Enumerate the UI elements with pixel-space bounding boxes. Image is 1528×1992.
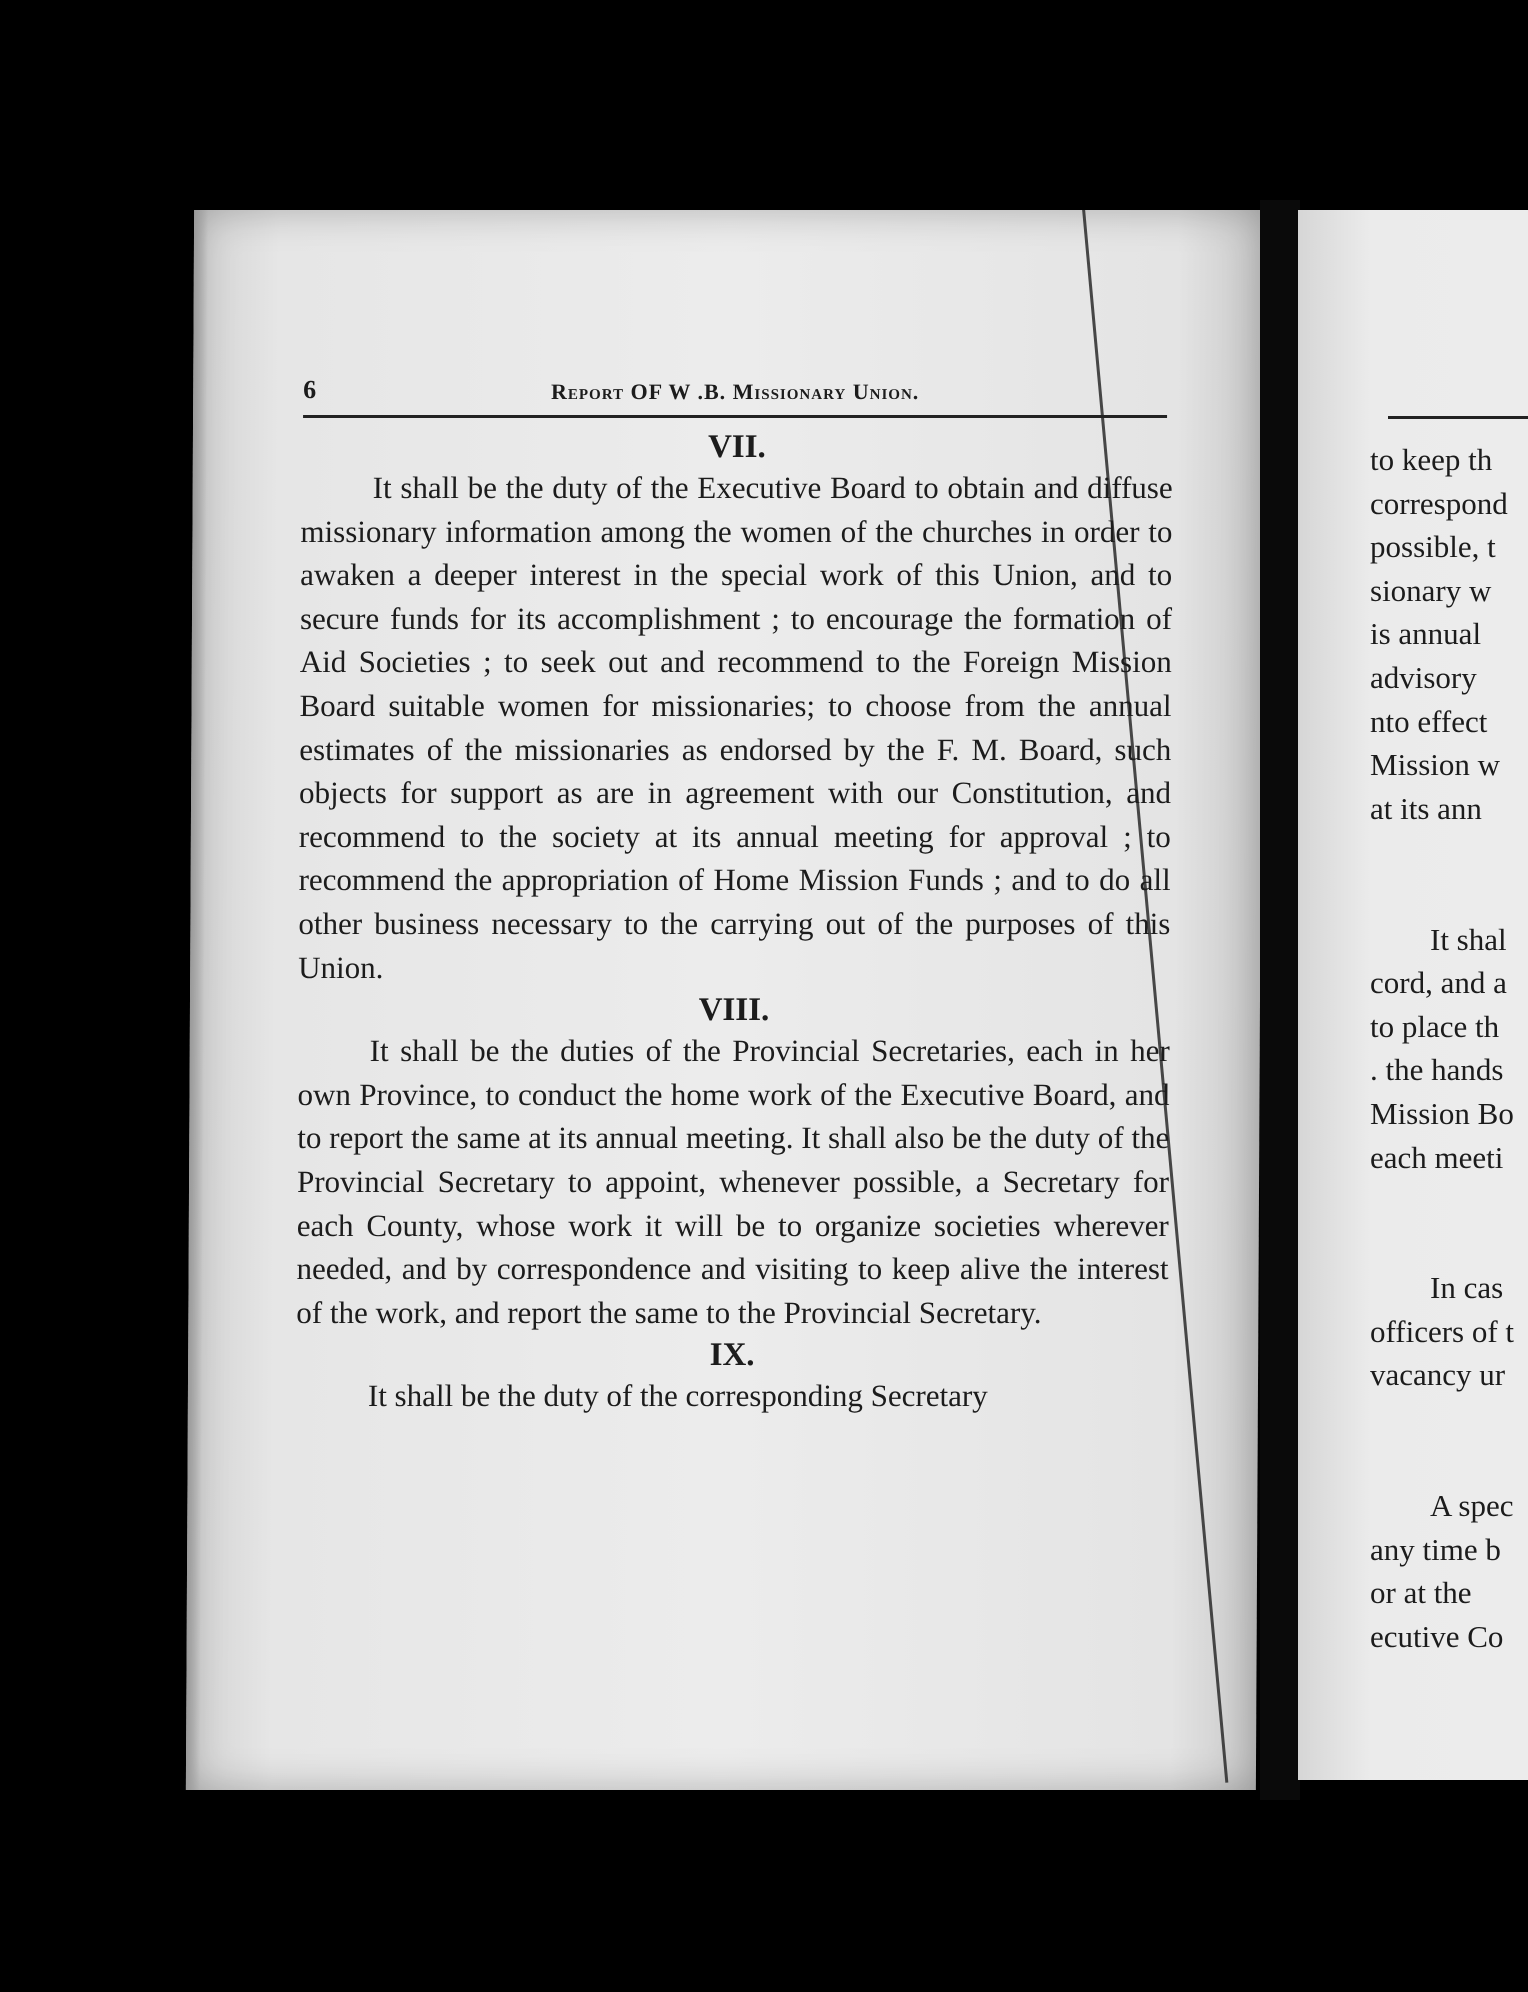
facing-line: ecutive Co	[1370, 1619, 1504, 1655]
section-text-ix: It shall be the duty of the corresponding Secretary	[367, 1378, 988, 1414]
facing-line: sionary w	[1370, 572, 1492, 608]
facing-line-gap	[1370, 874, 1528, 918]
page-number: 6	[303, 375, 317, 404]
facing-line: each meeti	[1370, 1139, 1504, 1175]
section-heading-viii: VIII.	[698, 992, 770, 1029]
facing-line-gap	[1370, 1397, 1528, 1441]
facing-line-gap	[1370, 1441, 1528, 1485]
left-page	[186, 210, 1264, 1790]
facing-line: A spec	[1430, 1488, 1514, 1524]
facing-page-header-rule	[1388, 416, 1528, 419]
facing-line-gap	[1370, 1223, 1528, 1267]
facing-line: nto effect	[1370, 703, 1488, 739]
facing-line: It shal	[1430, 921, 1507, 957]
facing-line: officers of t	[1370, 1313, 1515, 1349]
facing-line: correspond	[1370, 485, 1508, 521]
facing-line: is annual	[1370, 616, 1482, 652]
facing-line: to place th	[1370, 1008, 1500, 1044]
facing-line: cord, and a	[1370, 965, 1507, 1001]
facing-line: advisory	[1370, 659, 1477, 695]
running-head: Report OF W .B. Missionary Union.	[550, 379, 920, 404]
page-body	[296, 428, 1173, 1420]
facing-line: to keep th	[1370, 442, 1493, 477]
facing-line: or at the	[1370, 1575, 1472, 1611]
facing-line: Mission Bo	[1370, 1095, 1514, 1131]
facing-line-gap	[1370, 1179, 1528, 1223]
page-edge-shadow	[186, 210, 208, 1790]
facing-line: vacancy ur	[1370, 1357, 1506, 1393]
section-text-vii: It shall be the duty of the Executive Board to obtain and diffuse missionary information among the women of the churches in order to awaken a deeper interest in the special work of this Union, and to secure funds for its accomplishment ; to encourage the formation of Aid Societies ; to seek out and recommend to the Foreign Mission Board suitable women for missionaries; to choose from the annual estimates of the missionaries as endorsed by the F. M. Board, such objects for support as are in agreement with our Constitution, and recommend to the society at its annual meeting for approval ; to recommend the appropriation of Home Mission Funds ; and to do all other business necessary to the carrying out of the purposes of this Union.	[298, 470, 1173, 985]
section-heading-vii: VII.	[707, 429, 766, 465]
section-heading-ix: IX.	[709, 1337, 755, 1374]
facing-line: possible, t	[1370, 529, 1496, 565]
section-text-viii: It shall be the duties of the Provincial Secretaries, each in her own Province, to conduct the home work of the Executive Board, and to report the same at its annual meeting. It shall also be the duty of the Provincial Secretary to appoint, whenever possible, a Secretary for each County, whose work it will be to organize societies wherever needed, and by correspondence and visiting to keep alive the interest of the work, and report the same to the Provincial Secretary.	[296, 1033, 1170, 1330]
facing-page	[1298, 210, 1528, 1780]
facing-line: . the hands	[1370, 1052, 1504, 1088]
facing-line: any time b	[1370, 1531, 1501, 1567]
book-gutter	[1260, 200, 1300, 1800]
facing-page-lines	[1370, 438, 1528, 1659]
page-header	[303, 375, 1167, 418]
facing-line-gap	[1370, 830, 1528, 874]
facing-line: at its ann	[1370, 790, 1482, 826]
facing-line: Mission w	[1370, 747, 1501, 783]
facing-line: In cas	[1430, 1270, 1504, 1306]
